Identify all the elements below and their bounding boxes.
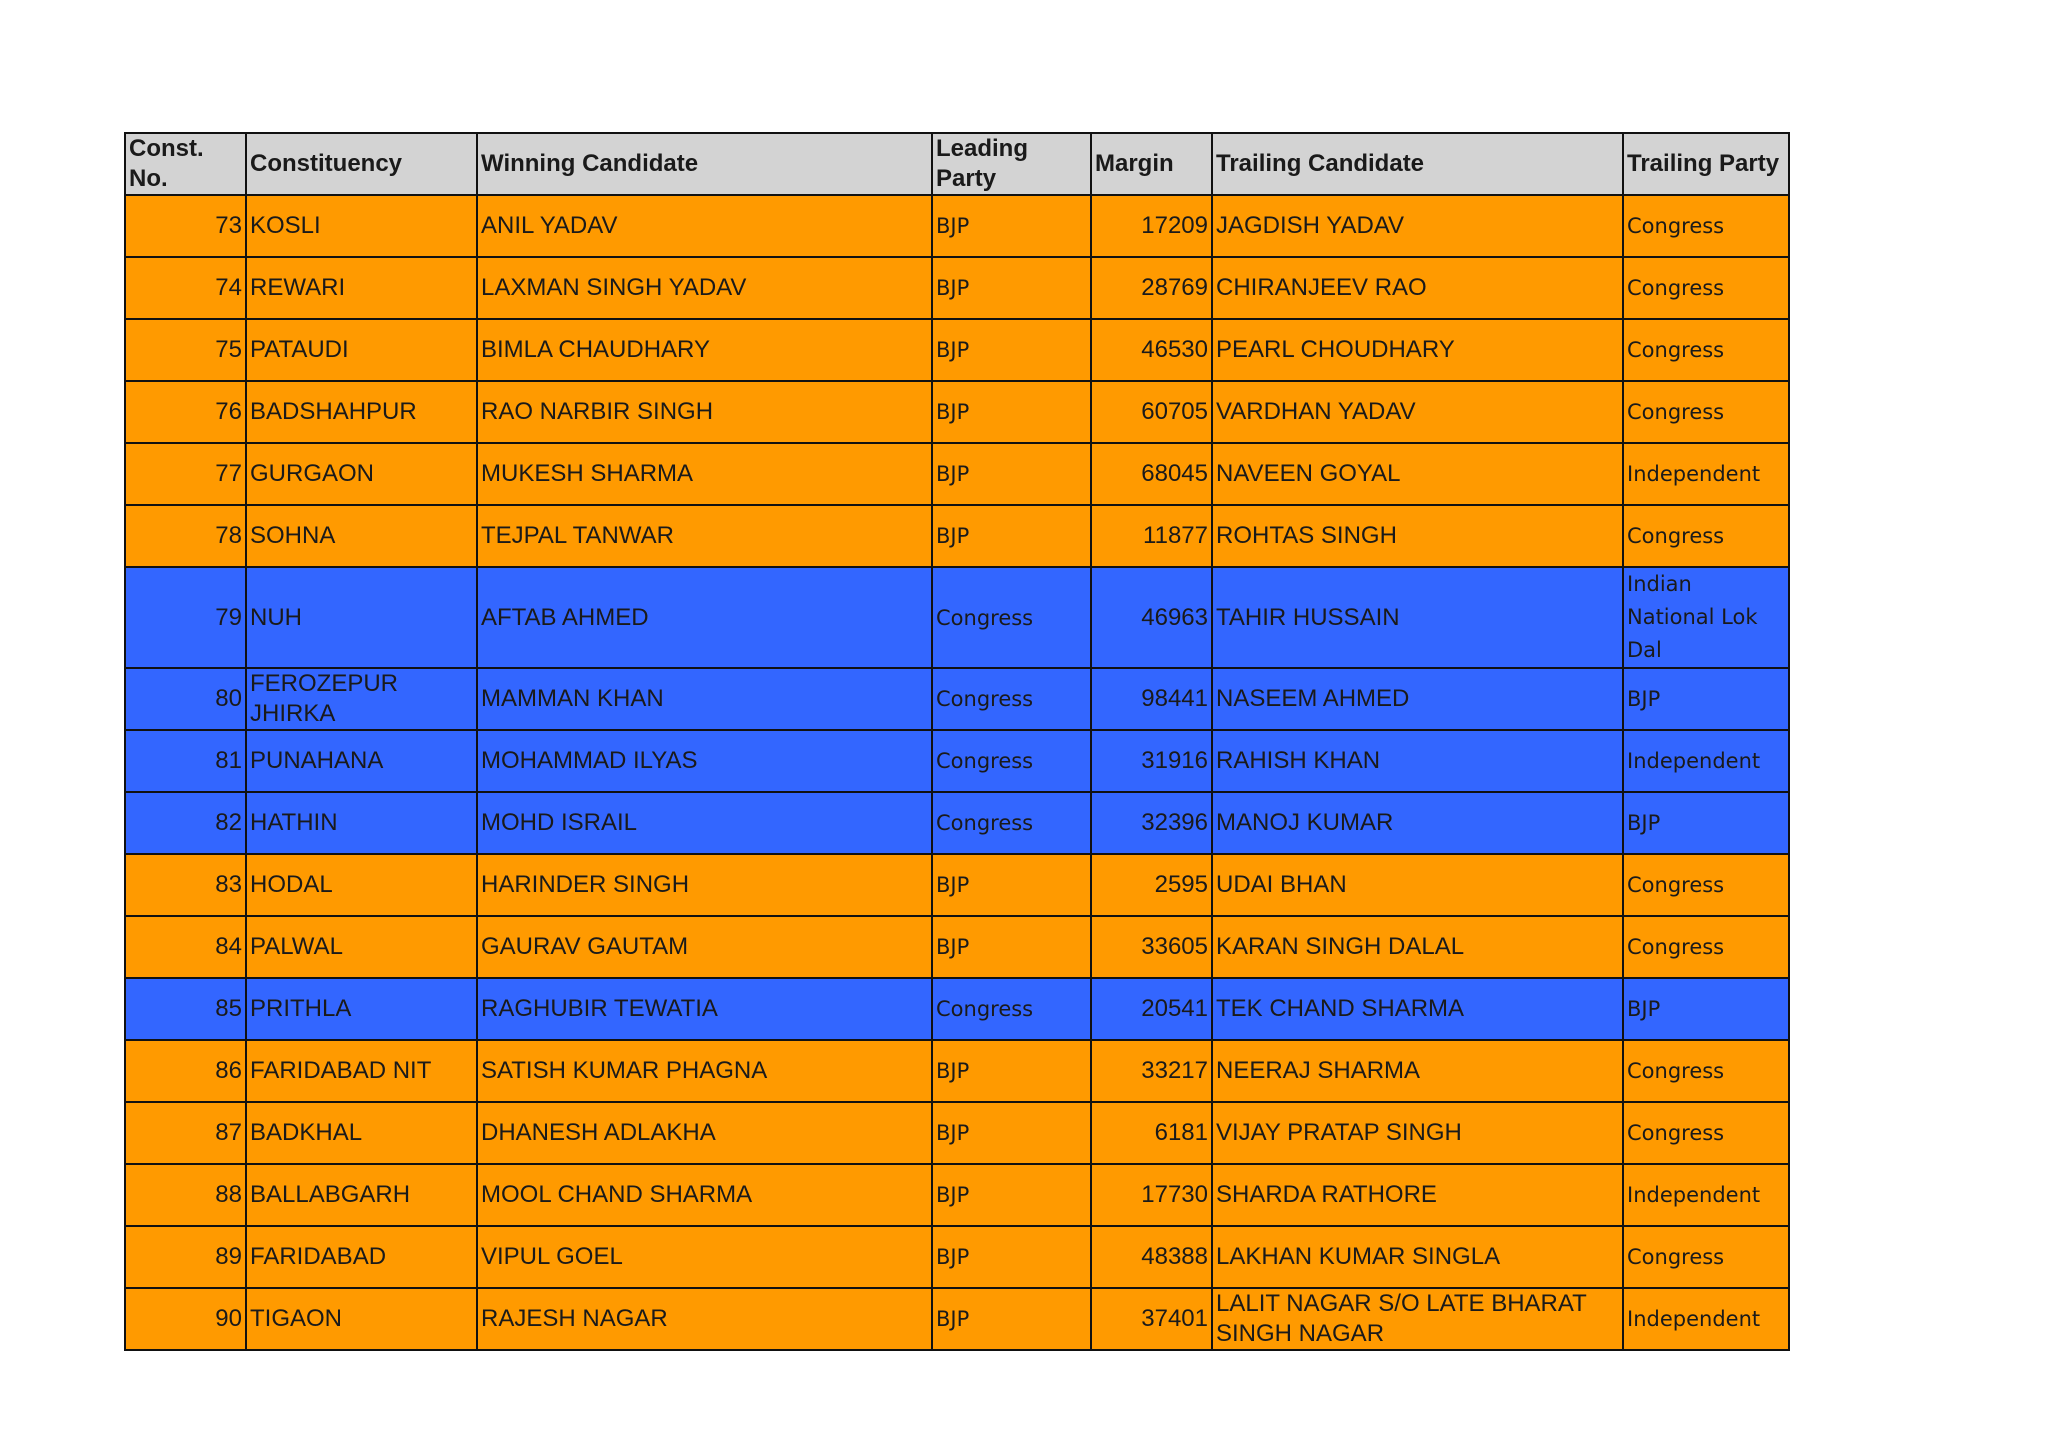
- cell-margin: 28769: [1091, 257, 1212, 319]
- cell-constituency: FEROZEPUR JHIRKA: [246, 668, 477, 730]
- cell-leading-party: BJP: [932, 1226, 1091, 1288]
- cell-margin: 17730: [1091, 1164, 1212, 1226]
- cell-const-no: 82: [125, 792, 246, 854]
- cell-trailing-party: Congress: [1623, 257, 1789, 319]
- cell-const-no: 86: [125, 1040, 246, 1102]
- cell-winning-candidate: LAXMAN SINGH YADAV: [477, 257, 932, 319]
- cell-constituency: BADSHAHPUR: [246, 381, 477, 443]
- cell-const-no: 76: [125, 381, 246, 443]
- table-row: [125, 443, 1789, 505]
- cell-winning-candidate: HARINDER SINGH: [477, 854, 932, 916]
- header-winning-candidate: Winning Candidate: [477, 133, 932, 195]
- cell-leading-party: BJP: [932, 916, 1091, 978]
- cell-const-no: 79: [125, 567, 246, 668]
- cell-const-no: 80: [125, 668, 246, 730]
- cell-constituency: NUH: [246, 567, 477, 668]
- cell-leading-party: BJP: [932, 257, 1091, 319]
- cell-leading-party: BJP: [932, 195, 1091, 257]
- cell-margin: 48388: [1091, 1226, 1212, 1288]
- cell-trailing-candidate: CHIRANJEEV RAO: [1212, 257, 1623, 319]
- cell-trailing-party: Independent: [1623, 1288, 1789, 1350]
- cell-winning-candidate: TEJPAL TANWAR: [477, 505, 932, 567]
- cell-trailing-candidate: LAKHAN KUMAR SINGLA: [1212, 1226, 1623, 1288]
- cell-leading-party: Congress: [932, 792, 1091, 854]
- cell-trailing-party: Congress: [1623, 1102, 1789, 1164]
- cell-trailing-candidate: JAGDISH YADAV: [1212, 195, 1623, 257]
- cell-constituency: TIGAON: [246, 1288, 477, 1350]
- cell-margin: 32396: [1091, 792, 1212, 854]
- cell-trailing-candidate: NASEEM AHMED: [1212, 668, 1623, 730]
- cell-trailing-candidate: NAVEEN GOYAL: [1212, 443, 1623, 505]
- cell-trailing-candidate: ROHTAS SINGH: [1212, 505, 1623, 567]
- cell-const-no: 89: [125, 1226, 246, 1288]
- cell-leading-party: BJP: [932, 1102, 1091, 1164]
- cell-constituency: FARIDABAD: [246, 1226, 477, 1288]
- table-body: [125, 195, 1789, 1350]
- cell-margin: 31916: [1091, 730, 1212, 792]
- cell-leading-party: BJP: [932, 319, 1091, 381]
- cell-constituency: SOHNA: [246, 505, 477, 567]
- cell-trailing-party: Congress: [1623, 916, 1789, 978]
- cell-trailing-candidate: KARAN SINGH DALAL: [1212, 916, 1623, 978]
- cell-margin: 11877: [1091, 505, 1212, 567]
- cell-winning-candidate: ANIL YADAV: [477, 195, 932, 257]
- cell-constituency: PATAUDI: [246, 319, 477, 381]
- cell-constituency: REWARI: [246, 257, 477, 319]
- cell-leading-party: Congress: [932, 978, 1091, 1040]
- cell-leading-party: BJP: [932, 1164, 1091, 1226]
- cell-constituency: GURGAON: [246, 443, 477, 505]
- cell-leading-party: BJP: [932, 443, 1091, 505]
- cell-margin: 46530: [1091, 319, 1212, 381]
- cell-constituency: BALLABGARH: [246, 1164, 477, 1226]
- cell-winning-candidate: BIMLA CHAUDHARY: [477, 319, 932, 381]
- cell-leading-party: BJP: [932, 854, 1091, 916]
- cell-winning-candidate: RAGHUBIR TEWATIA: [477, 978, 932, 1040]
- cell-trailing-party: BJP: [1623, 978, 1789, 1040]
- table-row: [125, 730, 1789, 792]
- header-leading-party: Leading Party: [932, 133, 1091, 195]
- cell-margin: 68045: [1091, 443, 1212, 505]
- cell-const-no: 85: [125, 978, 246, 1040]
- header-row: [125, 133, 1789, 195]
- table-row: [125, 257, 1789, 319]
- cell-winning-candidate: RAJESH NAGAR: [477, 1288, 932, 1350]
- cell-leading-party: Congress: [932, 567, 1091, 668]
- cell-const-no: 75: [125, 319, 246, 381]
- cell-const-no: 83: [125, 854, 246, 916]
- cell-margin: 6181: [1091, 1102, 1212, 1164]
- table-row: [125, 1040, 1789, 1102]
- cell-margin: 17209: [1091, 195, 1212, 257]
- cell-winning-candidate: DHANESH ADLAKHA: [477, 1102, 932, 1164]
- cell-leading-party: Congress: [932, 730, 1091, 792]
- cell-trailing-candidate: TAHIR HUSSAIN: [1212, 567, 1623, 668]
- cell-const-no: 73: [125, 195, 246, 257]
- cell-winning-candidate: RAO NARBIR SINGH: [477, 381, 932, 443]
- cell-trailing-candidate: UDAI BHAN: [1212, 854, 1623, 916]
- cell-const-no: 78: [125, 505, 246, 567]
- cell-const-no: 90: [125, 1288, 246, 1350]
- cell-trailing-party: Independent: [1623, 730, 1789, 792]
- cell-winning-candidate: AFTAB AHMED: [477, 567, 932, 668]
- table-row: [125, 854, 1789, 916]
- cell-margin: 37401: [1091, 1288, 1212, 1350]
- cell-leading-party: Congress: [932, 668, 1091, 730]
- table-row: [125, 668, 1789, 730]
- cell-trailing-candidate: TEK CHAND SHARMA: [1212, 978, 1623, 1040]
- table-row: [125, 916, 1789, 978]
- cell-trailing-party: Congress: [1623, 319, 1789, 381]
- table-row: [125, 1102, 1789, 1164]
- cell-margin: 33605: [1091, 916, 1212, 978]
- cell-constituency: PRITHLA: [246, 978, 477, 1040]
- cell-leading-party: BJP: [932, 381, 1091, 443]
- table-row: [125, 1164, 1789, 1226]
- cell-constituency: BADKHAL: [246, 1102, 477, 1164]
- cell-margin: 60705: [1091, 381, 1212, 443]
- cell-margin: 2595: [1091, 854, 1212, 916]
- table-row: [125, 567, 1789, 668]
- cell-trailing-candidate: VARDHAN YADAV: [1212, 381, 1623, 443]
- cell-winning-candidate: SATISH KUMAR PHAGNA: [477, 1040, 932, 1102]
- cell-trailing-party: BJP: [1623, 792, 1789, 854]
- cell-constituency: PUNAHANA: [246, 730, 477, 792]
- cell-trailing-party: BJP: [1623, 668, 1789, 730]
- cell-const-no: 77: [125, 443, 246, 505]
- header-margin: Margin: [1091, 133, 1212, 195]
- cell-margin: 98441: [1091, 668, 1212, 730]
- results-table: [124, 132, 1790, 1351]
- cell-winning-candidate: MOHAMMAD ILYAS: [477, 730, 932, 792]
- cell-leading-party: BJP: [932, 1288, 1091, 1350]
- cell-leading-party: BJP: [932, 1040, 1091, 1102]
- cell-winning-candidate: MAMMAN KHAN: [477, 668, 932, 730]
- cell-constituency: PALWAL: [246, 916, 477, 978]
- header-constituency: Constituency: [246, 133, 477, 195]
- header-trailing-party: Trailing Party: [1623, 133, 1789, 195]
- cell-constituency: KOSLI: [246, 195, 477, 257]
- cell-trailing-party: Congress: [1623, 854, 1789, 916]
- cell-trailing-party: Indian National Lok Dal: [1623, 567, 1789, 668]
- table-row: [125, 195, 1789, 257]
- cell-trailing-party: Congress: [1623, 195, 1789, 257]
- cell-trailing-candidate: VIJAY PRATAP SINGH: [1212, 1102, 1623, 1164]
- cell-const-no: 81: [125, 730, 246, 792]
- cell-const-no: 88: [125, 1164, 246, 1226]
- table-row: [125, 792, 1789, 854]
- cell-winning-candidate: VIPUL GOEL: [477, 1226, 932, 1288]
- cell-trailing-candidate: PEARL CHOUDHARY: [1212, 319, 1623, 381]
- cell-const-no: 84: [125, 916, 246, 978]
- cell-trailing-candidate: RAHISH KHAN: [1212, 730, 1623, 792]
- table-row: [125, 319, 1789, 381]
- cell-winning-candidate: GAURAV GAUTAM: [477, 916, 932, 978]
- header-trailing-candidate: Trailing Candidate: [1212, 133, 1623, 195]
- cell-trailing-candidate: SHARDA RATHORE: [1212, 1164, 1623, 1226]
- cell-constituency: HODAL: [246, 854, 477, 916]
- cell-trailing-candidate: MANOJ KUMAR: [1212, 792, 1623, 854]
- cell-winning-candidate: MOOL CHAND SHARMA: [477, 1164, 932, 1226]
- cell-trailing-party: Independent: [1623, 443, 1789, 505]
- cell-margin: 46963: [1091, 567, 1212, 668]
- table-row: [125, 381, 1789, 443]
- header-const-no: Const. No.: [125, 133, 246, 195]
- cell-trailing-party: Independent: [1623, 1164, 1789, 1226]
- cell-trailing-party: Congress: [1623, 1040, 1789, 1102]
- table-row: [125, 978, 1789, 1040]
- cell-trailing-party: Congress: [1623, 1226, 1789, 1288]
- cell-margin: 20541: [1091, 978, 1212, 1040]
- cell-const-no: 87: [125, 1102, 246, 1164]
- cell-constituency: FARIDABAD NIT: [246, 1040, 477, 1102]
- cell-winning-candidate: MUKESH SHARMA: [477, 443, 932, 505]
- cell-trailing-candidate: NEERAJ SHARMA: [1212, 1040, 1623, 1102]
- cell-leading-party: BJP: [932, 505, 1091, 567]
- cell-margin: 33217: [1091, 1040, 1212, 1102]
- table-row: [125, 1226, 1789, 1288]
- cell-winning-candidate: MOHD ISRAIL: [477, 792, 932, 854]
- cell-trailing-party: Congress: [1623, 505, 1789, 567]
- cell-constituency: HATHIN: [246, 792, 477, 854]
- cell-const-no: 74: [125, 257, 246, 319]
- cell-trailing-candidate: LALIT NAGAR S/O LATE BHARAT SINGH NAGAR: [1212, 1288, 1623, 1350]
- table-row: [125, 1288, 1789, 1350]
- table-row: [125, 505, 1789, 567]
- cell-trailing-party: Congress: [1623, 381, 1789, 443]
